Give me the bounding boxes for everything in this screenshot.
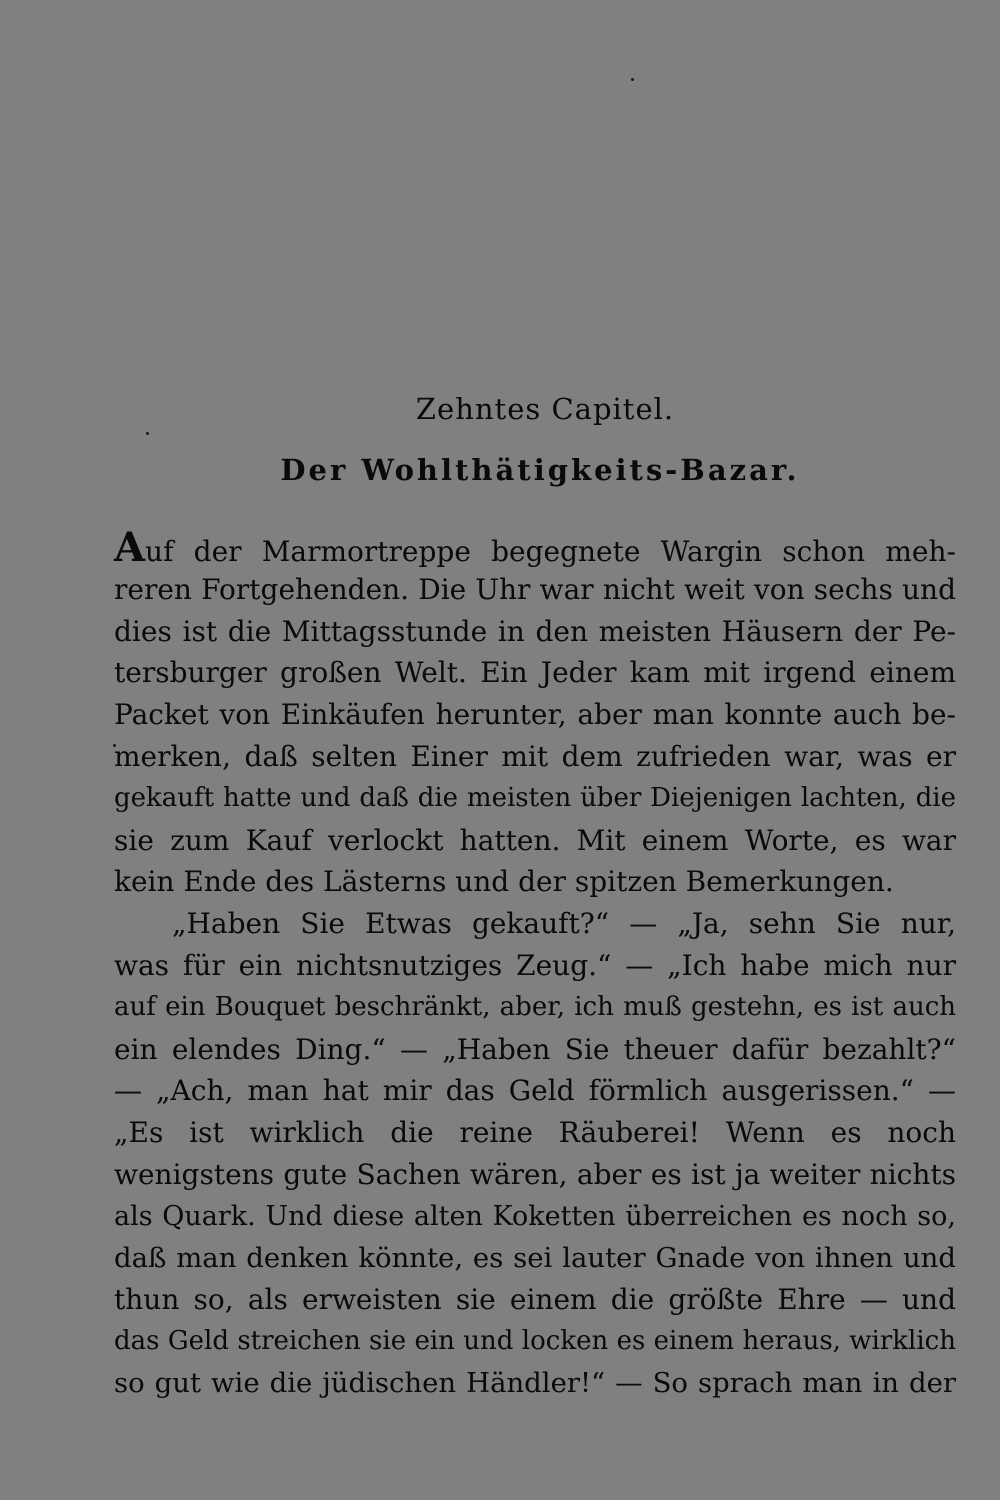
text-line-content: uf der Marmortreppe begegnete Wargin schon meh- bbox=[145, 535, 956, 568]
text-line: — „Ach, man hat mir das Geld förmlich ausgerissen.“ — bbox=[114, 1074, 956, 1108]
text-line: daß man denken könnte, es sei lauter Gnade von ihnen und bbox=[114, 1241, 956, 1274]
text-line: tersburger großen Welt. Ein Jeder kam mit irgend einem bbox=[114, 656, 956, 690]
print-speck bbox=[631, 78, 634, 81]
text-line: was für ein nichtsnutziges Zeug.“ — „Ich habe mich nur bbox=[114, 948, 956, 982]
text-line: „Haben Sie Etwas gekauft?“ — „Ja, sehn Sie nur, bbox=[172, 907, 956, 941]
text-line bbox=[114, 524, 956, 571]
text-line: gekauft hatte und daß die meisten über Diejenigen lachten, die bbox=[114, 782, 956, 813]
text-line: auf ein Bouquet beschränkt, aber, ich muß gestehn, es ist auch bbox=[114, 991, 956, 1022]
print-speck bbox=[146, 432, 149, 435]
text-line: ein elendes Ding.“ — „Haben Sie theuer dafür bezahlt?“ bbox=[114, 1032, 956, 1066]
text-line: merken, daß selten Einer mit dem zufrieden war, was er bbox=[114, 739, 956, 773]
chapter-title: Der Wohlthätigkeits-Bazar. bbox=[280, 453, 800, 487]
text-line: thun so, als erweisten sie einem die größte Ehre — und bbox=[114, 1283, 956, 1317]
text-line: dies ist die Mittagsstunde in den meisten Häusern der Pe- bbox=[114, 614, 956, 648]
text-line: „Es ist wirklich die reine Räuberei! Wenn es noch bbox=[114, 1116, 956, 1150]
text-line: Packet von Einkäufen herunter, aber man konnte auch be- bbox=[114, 698, 956, 732]
text-line: das Geld streichen sie ein und locken es einem heraus, wirklich bbox=[114, 1326, 956, 1357]
body-text bbox=[114, 524, 956, 1405]
text-line: als Quark. Und diese alten Koketten überreichen es noch so, bbox=[114, 1200, 956, 1232]
text-line: wenigstens gute Sachen wären, aber es ist ja weiter nichts bbox=[114, 1157, 956, 1191]
drop-cap: A bbox=[114, 524, 146, 571]
chapter-number: Zehntes Capitel. bbox=[415, 392, 675, 426]
text-line: kein Ende des Lästerns und der spitzen Bemerkungen. bbox=[114, 865, 894, 899]
text-line: reren Fortgehenden. Die Uhr war nicht weit von sechs und bbox=[114, 572, 956, 606]
text-line: so gut wie die jüdischen Händler!“ — So sprach man in der bbox=[114, 1366, 956, 1399]
text-line: sie zum Kauf verlockt hatten. Mit einem Worte, es war bbox=[114, 823, 956, 857]
